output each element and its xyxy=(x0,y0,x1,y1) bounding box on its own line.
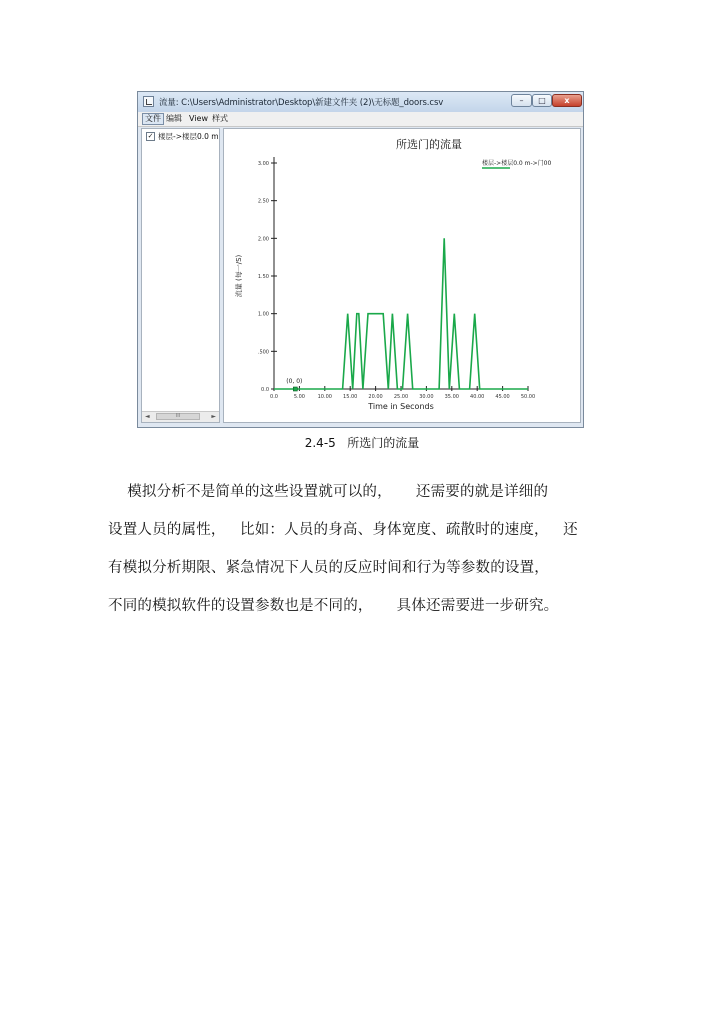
menu-view[interactable]: View xyxy=(189,114,208,123)
chart-title: 所选门的流量 xyxy=(396,138,462,151)
chart-panel xyxy=(223,128,581,423)
menu-edit[interactable]: 编辑 xyxy=(166,114,182,123)
x-tick-label: 40.00 xyxy=(470,394,485,400)
x-tick-label: 20.00 xyxy=(368,394,383,400)
y-tick-label: 0.0 xyxy=(261,387,269,393)
y-axis-label: 流量 (每一/S) xyxy=(235,254,243,298)
window-titlebar[interactable] xyxy=(138,92,583,113)
close-button[interactable]: x xyxy=(552,94,582,107)
x-tick-label: 5.00 xyxy=(293,394,305,400)
door-item-label[interactable]: 楼层->楼层0.0 m xyxy=(158,132,219,141)
y-tick-label: 2.50 xyxy=(257,198,269,205)
y-tick-label: 1.50 xyxy=(257,274,269,280)
screenshot-window xyxy=(137,91,584,428)
window-title: 流量: C:\Users\Administrator\Desktop\新建文件夹 (2)\无标题_doors.csv xyxy=(159,98,444,108)
app-chart-icon xyxy=(143,96,154,107)
x-tick-label: 30.00 xyxy=(419,394,434,400)
maximize-button[interactable]: □ xyxy=(532,94,552,107)
minimize-button[interactable]: – xyxy=(511,94,532,107)
x-tick-label: 35.00 xyxy=(444,394,459,400)
y-tick-label: 2.00 xyxy=(257,236,269,243)
menu-bar xyxy=(138,112,583,127)
door-list-panel xyxy=(141,128,220,423)
caption-text: 所选门的流量 xyxy=(347,436,420,450)
door-checkbox[interactable]: ✓ xyxy=(147,132,154,140)
y-tick-label: 3.00 xyxy=(257,161,269,167)
x-tick-label: 15.00 xyxy=(343,394,358,400)
caption-number: 2.4-5 xyxy=(304,436,336,450)
figure-caption xyxy=(0,434,724,451)
body-line-3: 有模拟分析期限、紧急情况下人员的反应时间和行为等参数的设置， xyxy=(108,560,549,576)
scroll-thumb[interactable]: III xyxy=(156,413,200,420)
x-tick-label: 10.00 xyxy=(317,394,332,400)
body-line-2: 设置人员的属性， 比如：人员的身高、身体宽度、疏散时的速度， 还 xyxy=(108,522,578,538)
x-tick-label: 50.00 xyxy=(520,394,536,400)
scroll-right-icon[interactable]: ► xyxy=(211,413,216,420)
body-line-4: 不同的模拟软件的设置参数也是不同的， 具体还需要进一步研究。 xyxy=(108,598,559,614)
x-tick-label: 0.0 xyxy=(270,394,278,400)
horizontal-scrollbar[interactable] xyxy=(142,411,219,422)
menu-style[interactable]: 样式 xyxy=(212,114,228,123)
scroll-left-icon[interactable]: ◄ xyxy=(145,413,150,420)
body-line-1: 模拟分析不是简单的这些设置就可以的， 还需要的就是详细的 xyxy=(108,484,549,500)
y-tick-label: 1.00 xyxy=(257,311,269,318)
legend-label: 楼层->楼层0.0 m->门00 xyxy=(482,160,552,167)
y-tick-label: .500 xyxy=(257,349,269,356)
annotation-label: (0, 0) xyxy=(286,378,303,385)
annotation-marker xyxy=(293,387,297,391)
x-tick-label: 45.00 xyxy=(495,394,510,400)
flow-chart xyxy=(224,129,580,422)
menu-file[interactable]: 文件 xyxy=(142,113,164,125)
x-tick-label: 25.00 xyxy=(393,394,409,400)
series-line xyxy=(274,238,528,389)
x-axis-label: Time in Seconds xyxy=(368,402,434,411)
